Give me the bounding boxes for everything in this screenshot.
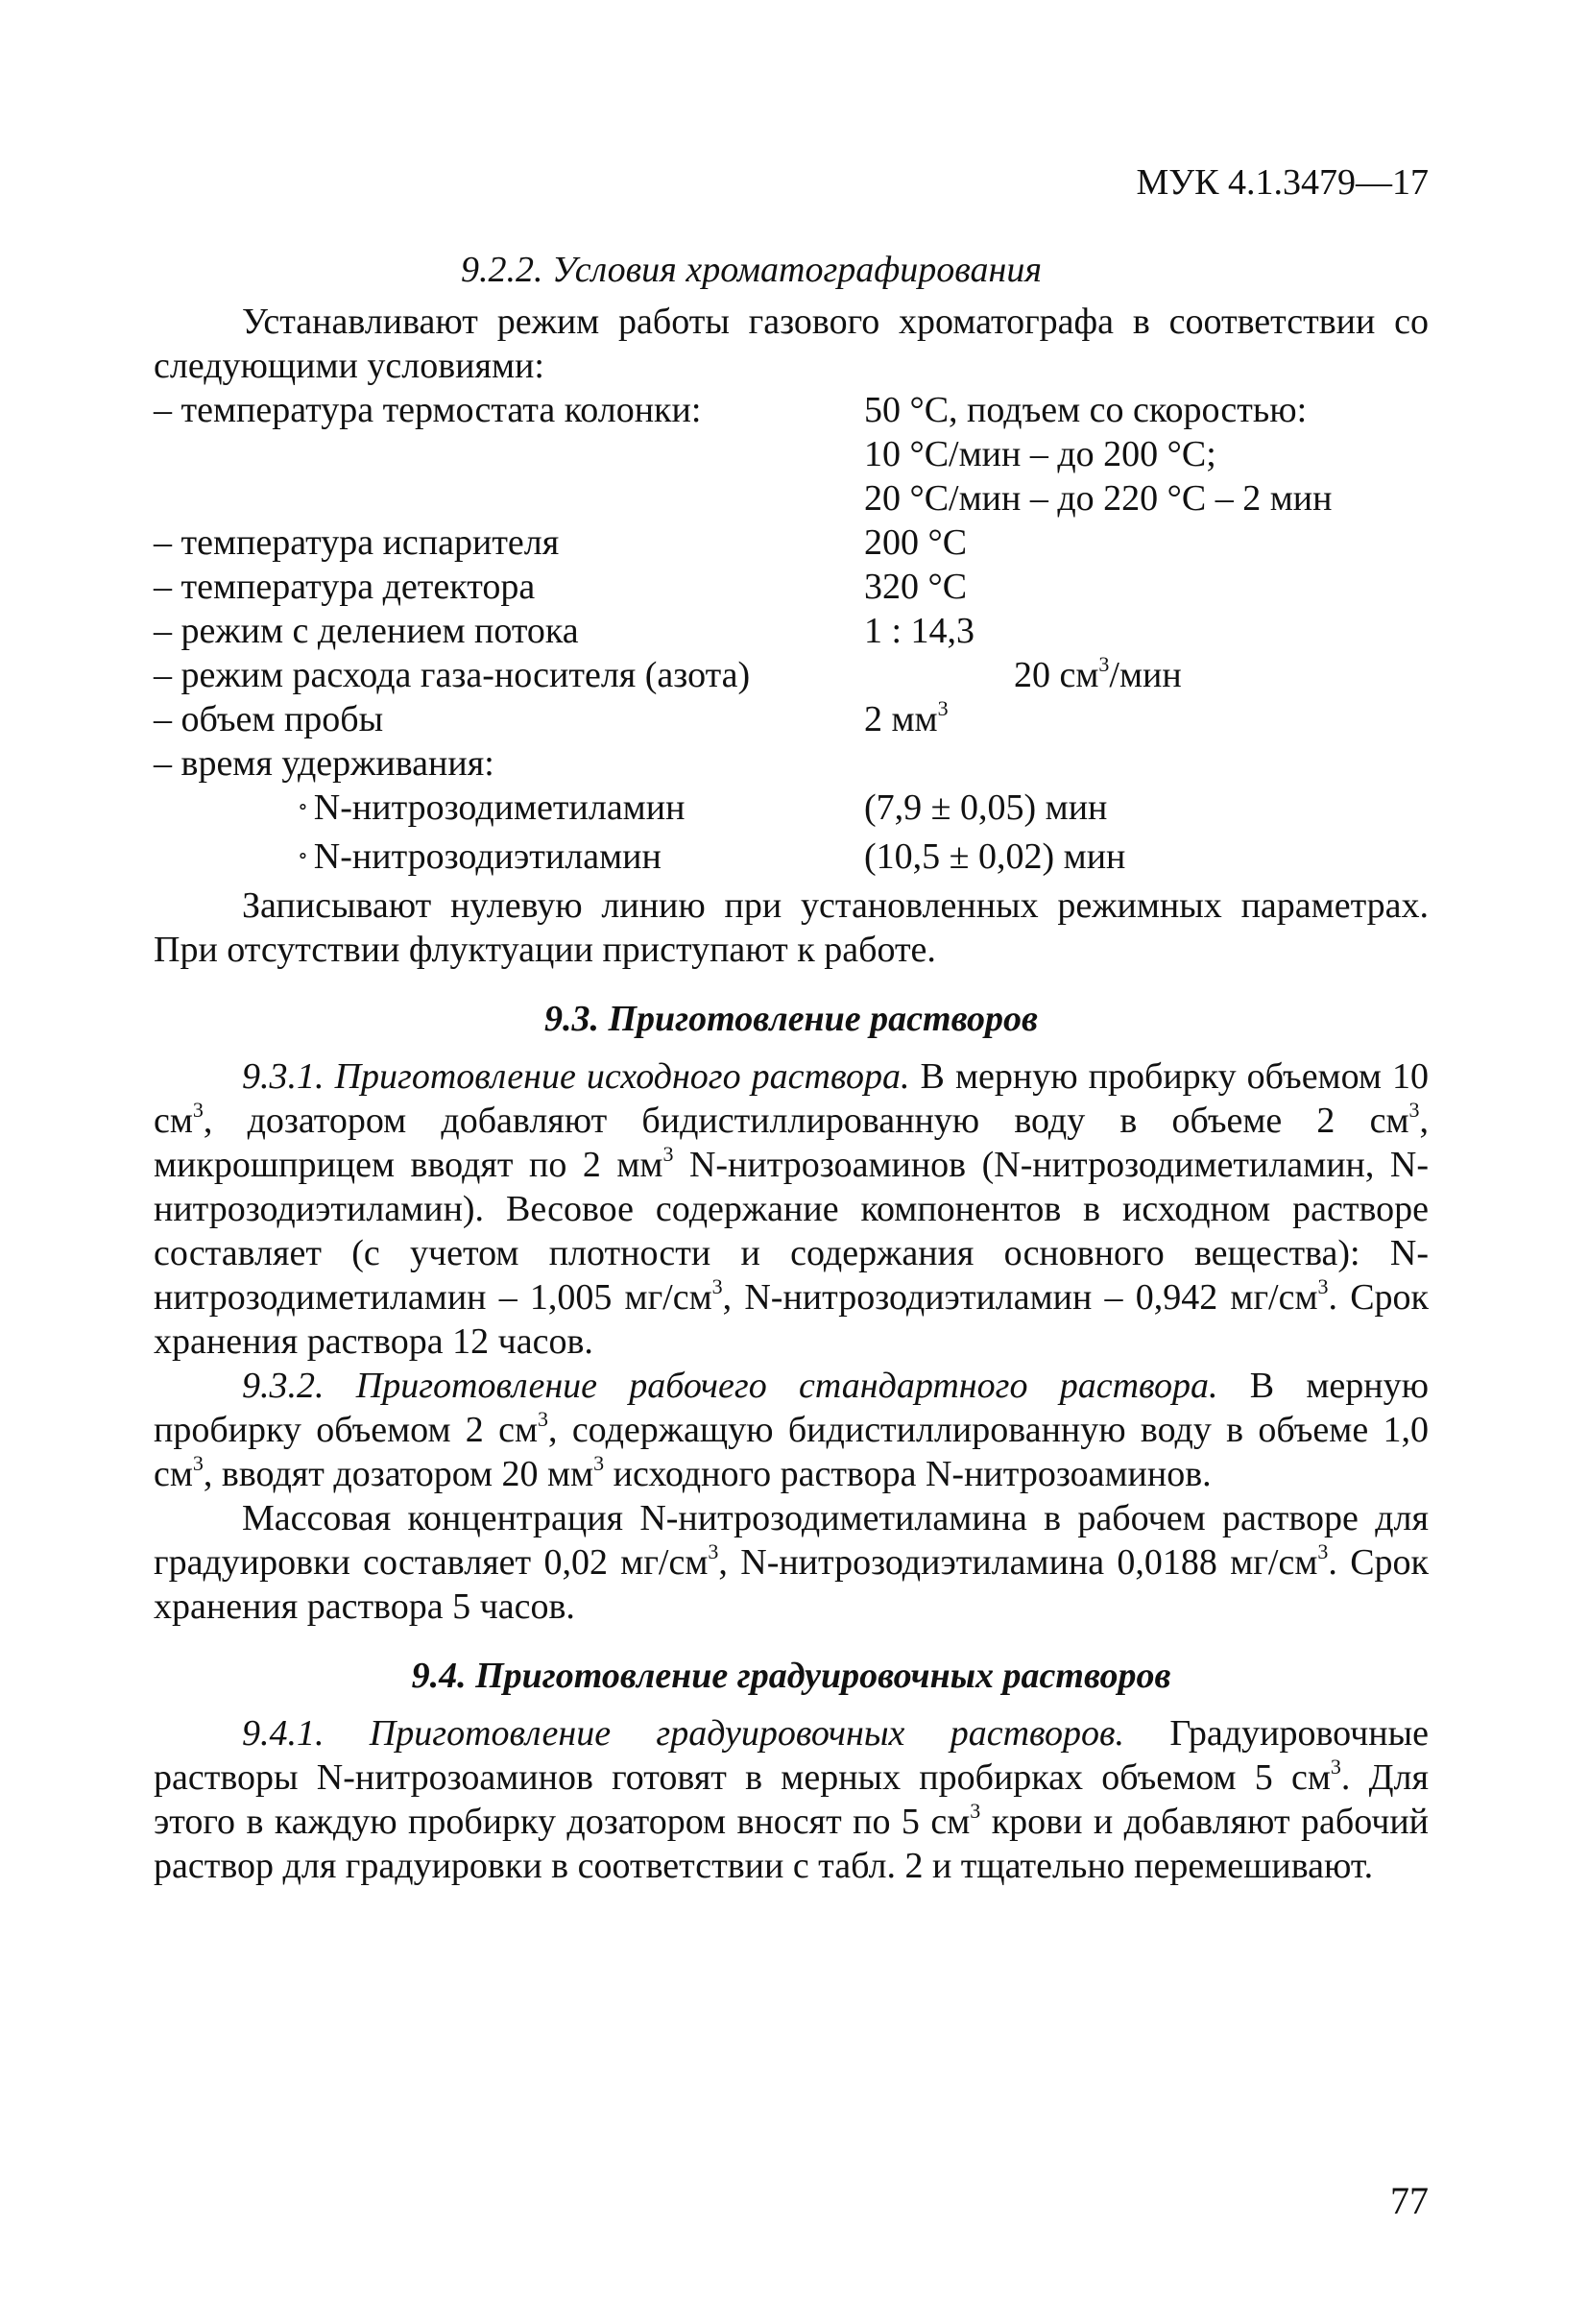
param-label: – температура детектора — [154, 567, 536, 607]
param-value: 1 : 14,3 — [864, 611, 975, 651]
text-run: . Для этого в каждую пробирку дозатором вносят по 5 см — [154, 1757, 1429, 1842]
paragraph-9-4-1 — [154, 1711, 1429, 1888]
superscript: 3 — [970, 1799, 981, 1823]
text-run: . Срок хранения раствора 12 часов. — [154, 1277, 1430, 1362]
text-run: , N-нитрозодиэтиламина 0,0188 мг/см — [718, 1542, 1318, 1583]
param-label: – объем пробы — [154, 699, 384, 739]
bullet-icon: ∘ — [298, 794, 308, 818]
bullet-icon: ∘ — [298, 843, 308, 867]
body-text — [154, 248, 1429, 1888]
text-run: В мерную пробирку объемом 2 см — [154, 1366, 1429, 1450]
superscript: 3 — [538, 1407, 549, 1431]
text-run: Градуировочные растворы N-нитрозоаминов готовят в мерных пробирках объемом 5 см — [154, 1713, 1430, 1798]
param-row — [154, 741, 1429, 786]
text-run: , дозатором добавляют бидистиллированную воду в объеме 2 см — [203, 1101, 1409, 1141]
retention-label — [154, 786, 864, 835]
text-run: N-нитрозоаминов (N-нитрозодиметиламин, N-нитрозодиэтиламин). Весовое содержание компонентов в исходном растворе составляет (с учетом плотности и содержания основного вещества): N-нитрозодиметиламин – 1,005 мг/см — [154, 1145, 1429, 1318]
param-value: 50 °С, подъем со скоростью: — [864, 390, 1308, 430]
param-row — [154, 520, 1429, 565]
subsection-title-9-4-1: 9.4.1. Приготовление градуировочных растворов. — [242, 1713, 1125, 1754]
compound-name: N-нитрозодиэтиламин — [313, 836, 662, 877]
param-value: 320 °С — [864, 567, 968, 607]
paragraph-mass-concentration — [154, 1496, 1429, 1629]
superscript: 3 — [192, 1098, 204, 1122]
retention-row — [154, 835, 1429, 884]
page-number: 77 — [1390, 2179, 1429, 2222]
subsection-title-9-2-2: 9.2.2. Условия хроматографирования — [461, 250, 1043, 290]
paragraph-intro: Устанавливают режим работы газового хроматографа в соответствии со следующими условиями: — [154, 302, 1429, 386]
text-run: , N-нитрозодиэтиламин – 0,942 мг/см — [722, 1277, 1318, 1318]
param-value-unit: /мин — [1109, 655, 1182, 695]
paragraph-baseline: Записывают нулевую линию при установленных режимных параметрах. При отсутствии флуктуации приступают к работе. — [154, 885, 1429, 970]
retention-row — [154, 786, 1429, 835]
retention-value: (7,9 ± 0,05) мин — [864, 787, 1108, 828]
text-run: , содержащую бидистиллированную воду в объеме 1,0 см — [154, 1410, 1429, 1494]
superscript: 3 — [1408, 1098, 1420, 1122]
superscript: 3 — [593, 1451, 605, 1475]
subsection-title-9-3-2: 9.3.2. Приготовление рабочего стандартного раствора. — [242, 1366, 1218, 1406]
superscript: 3 — [708, 1539, 719, 1563]
param-label: – режим с делением потока — [154, 611, 579, 651]
running-header-doc-code: МУК 4.1.3479—17 — [1136, 162, 1429, 203]
section-heading-9-3: 9.3. Приготовление растворов — [543, 999, 1039, 1039]
section-heading-9-4: 9.4. Приготовление градуировочных растворов — [411, 1656, 1171, 1696]
superscript: 3 — [937, 696, 949, 720]
param-row — [154, 565, 1429, 609]
param-row — [154, 476, 1429, 520]
param-row — [154, 388, 1429, 432]
retention-value: (10,5 ± 0,02) мин — [864, 836, 1126, 877]
superscript: 3 — [192, 1451, 204, 1475]
param-label: – температура испарителя — [154, 522, 560, 563]
param-value — [864, 697, 949, 741]
param-label — [154, 476, 864, 520]
parameters-list — [154, 388, 1429, 884]
paragraph-9-3-2 — [154, 1364, 1429, 1496]
param-value-main: 20 см — [1014, 655, 1099, 695]
text-run: крови и добавляют рабочий раствор для градуировки в соответствии с табл. 2 и тщательно перемешивают. — [154, 1802, 1429, 1886]
text-run: Массовая концентрация N-нитрозодиметиламина в рабочем растворе для градуировки составляет 0,02 мг/см — [154, 1498, 1429, 1583]
superscript: 3 — [1317, 1539, 1329, 1563]
param-value: 200 °С — [864, 522, 968, 563]
compound-name: N-нитрозодиметиламин — [313, 787, 686, 828]
param-value: 10 °С/мин – до 200 °С; — [864, 434, 1216, 474]
param-row — [154, 697, 1429, 741]
paragraph-9-3-1 — [154, 1054, 1429, 1364]
param-value — [864, 653, 1182, 697]
param-label — [154, 432, 864, 476]
param-value: 20 °С/мин – до 220 °С – 2 мин — [864, 478, 1333, 519]
param-label: – время удерживания: — [154, 743, 494, 784]
text-run: исходного раствора N-нитрозоаминов. — [604, 1454, 1212, 1494]
document-page — [154, 0, 1429, 2324]
subsection-title-9-3-1: 9.3.1. Приготовление исходного раствора. — [242, 1056, 910, 1097]
superscript: 3 — [1330, 1755, 1341, 1779]
superscript: 3 — [662, 1142, 674, 1166]
text-run: В мерную пробирку объемом 10 см — [154, 1056, 1429, 1141]
param-row — [154, 653, 1429, 697]
text-run: . Срок хранения раствора 5 часов. — [154, 1542, 1430, 1627]
param-value-main: 2 мм — [864, 699, 938, 739]
param-row — [154, 609, 1429, 653]
superscript: 3 — [1317, 1274, 1329, 1298]
param-row — [154, 432, 1429, 476]
retention-label — [154, 835, 864, 884]
text-run: , вводят дозатором 20 мм — [203, 1454, 594, 1494]
superscript: 3 — [711, 1274, 723, 1298]
param-label: – температура термостата колонки: — [154, 390, 702, 430]
superscript: 3 — [1098, 652, 1110, 676]
param-label: – режим расхода газа-носителя (азота) — [154, 655, 751, 695]
text-run: , микрошприцем вводят по 2 мм — [154, 1101, 1429, 1185]
